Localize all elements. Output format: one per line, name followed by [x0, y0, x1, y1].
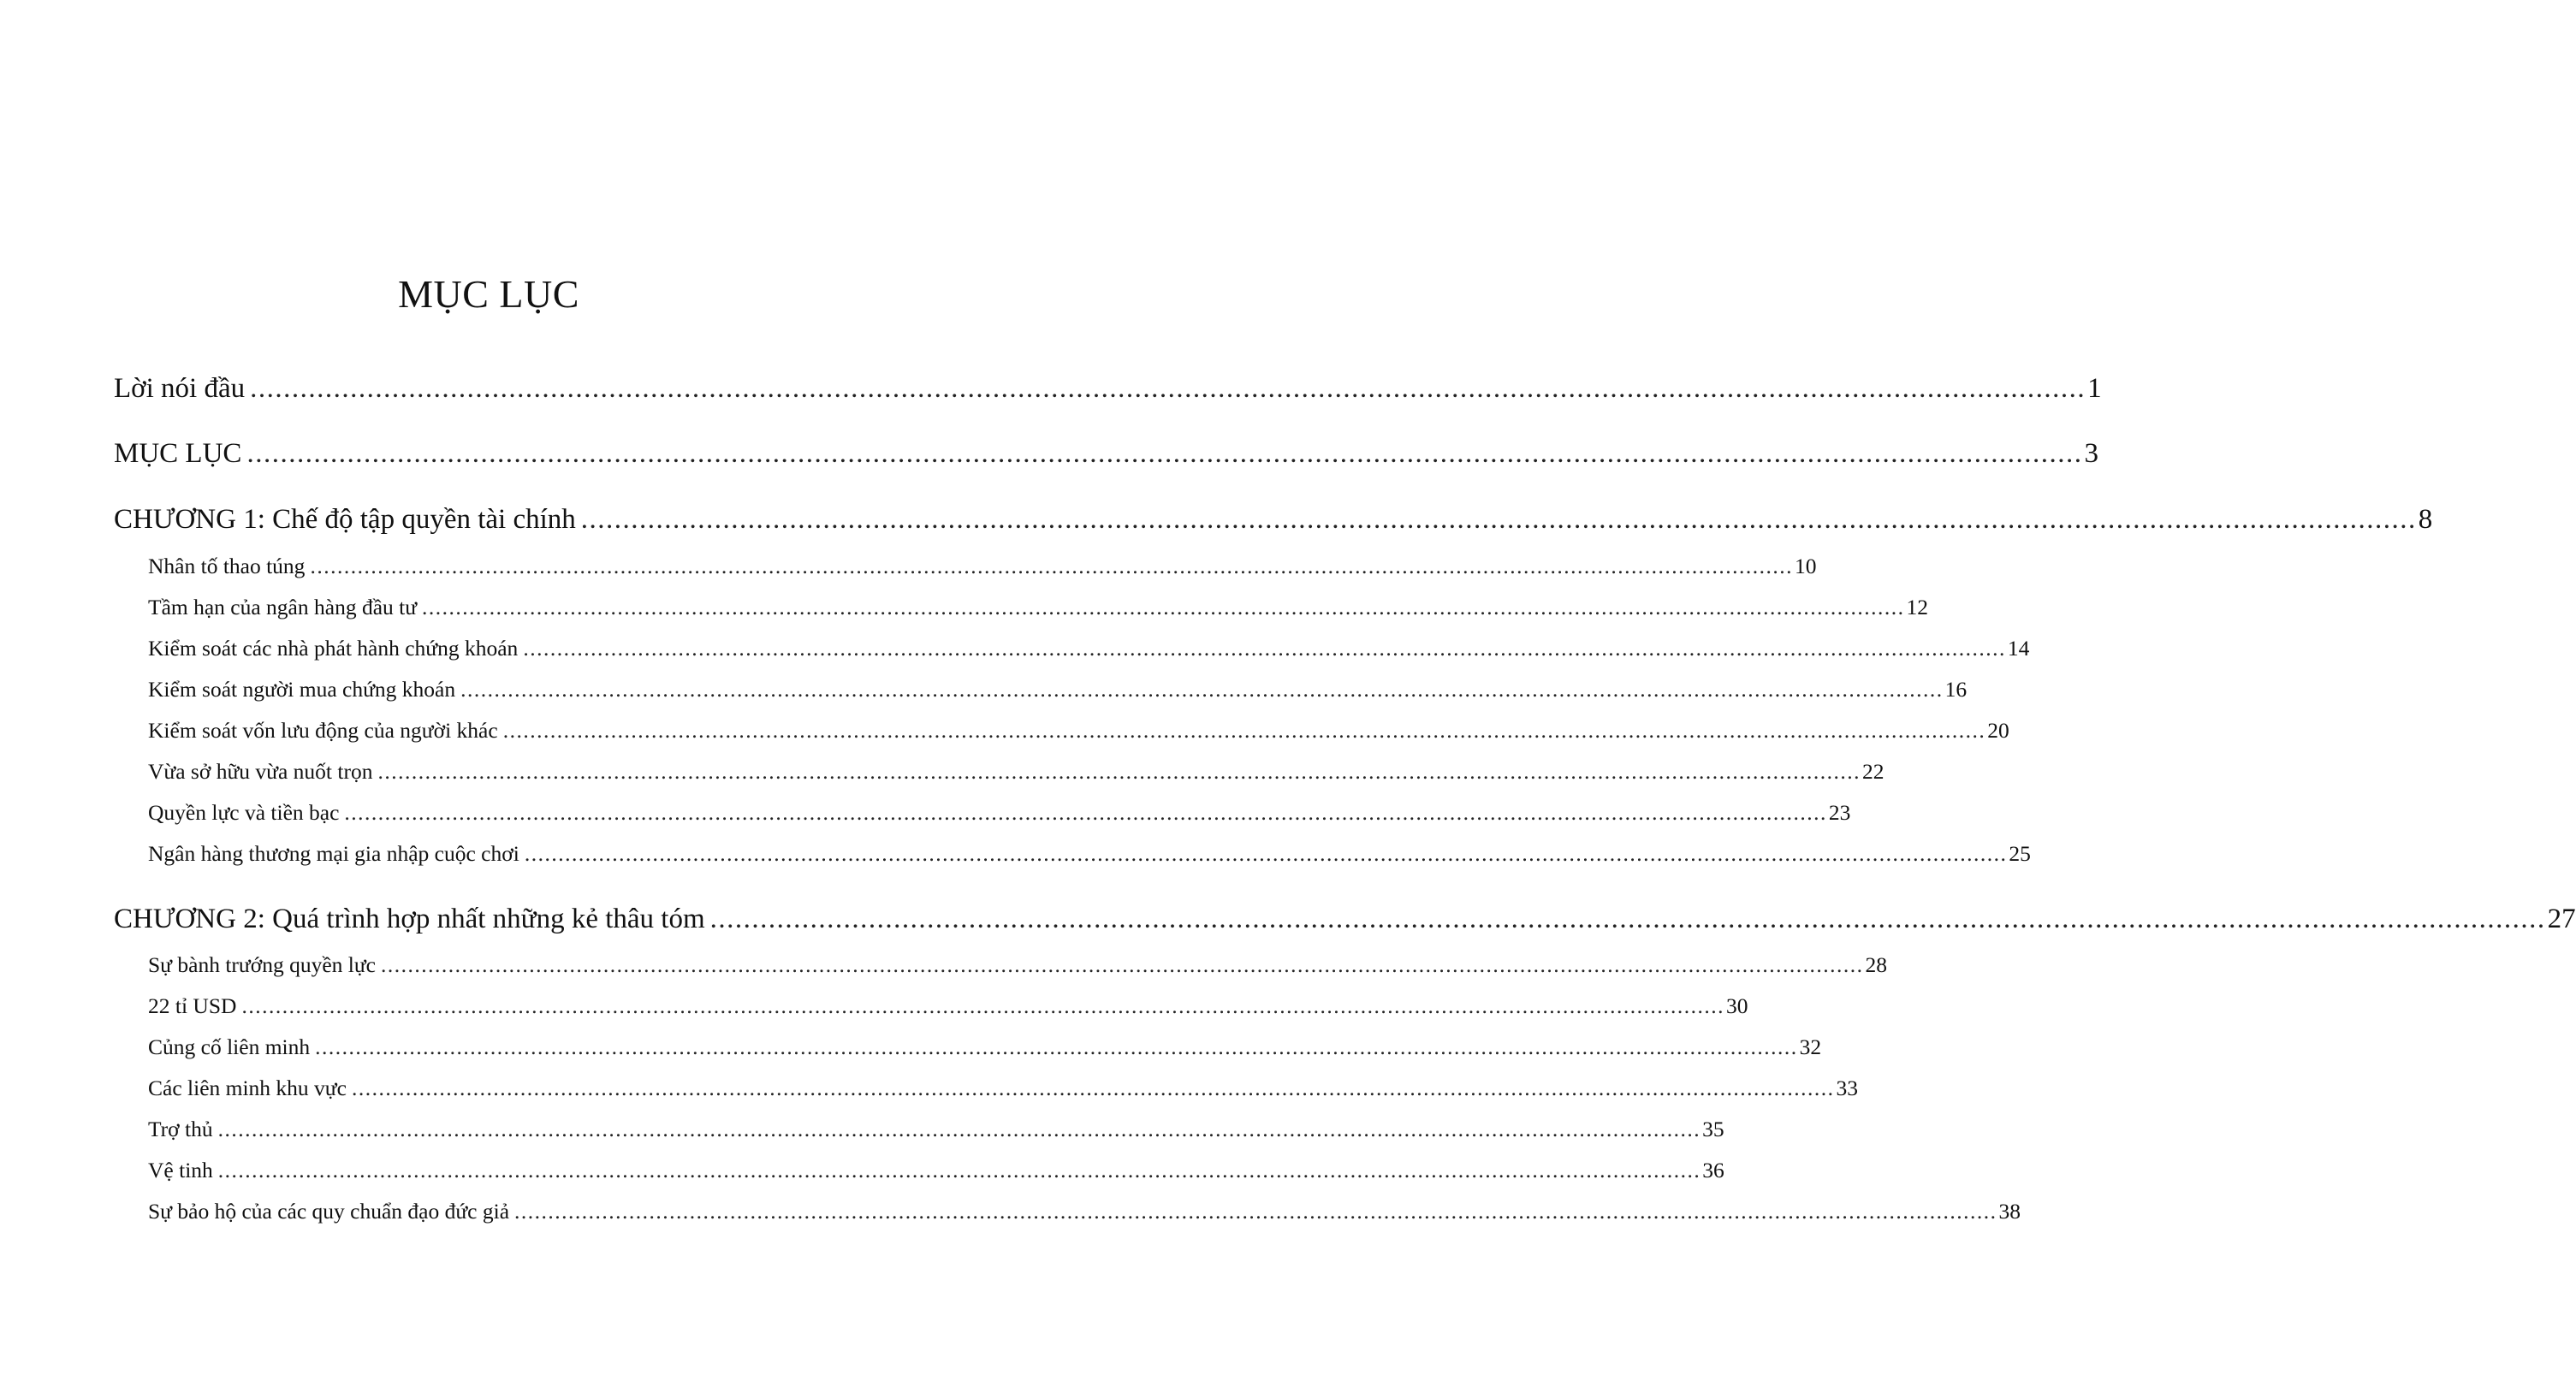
toc-entry-page: 22 — [1861, 759, 1885, 784]
toc-entry-page: 35 — [1702, 1117, 1724, 1141]
toc-leader: ............................................................................................................................................................................................................................ — [377, 759, 1861, 784]
toc-entry-title: Vệ tinh — [148, 1158, 213, 1182]
toc-entry-title: Tầm hạn của ngân hàng đầu tư — [148, 595, 418, 619]
toc-leader: ............................................................................................................................................................................................................................ — [502, 718, 1986, 743]
toc-entry-title: Củng cố liên minh — [148, 1034, 311, 1059]
toc-entry-page: 8 — [2418, 504, 2433, 535]
toc-entry-section[interactable] — [148, 675, 1968, 704]
toc-entry-title: Sự bảo hộ của các quy chuẩn đạo đức giả — [148, 1199, 510, 1224]
toc-leader: ............................................................................................................................................................................................................................ — [514, 1199, 1997, 1224]
toc-entry-section[interactable] — [148, 1197, 2021, 1226]
toc-leader: ............................................................................................................................................................................................................................ — [310, 554, 1793, 578]
toc-entry-section[interactable] — [148, 552, 1817, 581]
toc-entry-page: 32 — [1799, 1034, 1822, 1059]
toc-entry-section[interactable] — [148, 798, 1851, 827]
toc-entry-title: CHƯƠNG 1: Chế độ tập quyền tài chính — [114, 504, 576, 535]
toc-leader: ............................................................................................................................................................................................................................ — [246, 438, 2083, 469]
toc-entry-title: Ngân hàng thương mại gia nhập cuộc chơi — [148, 841, 519, 866]
toc-entry-page: 23 — [1828, 800, 1851, 825]
toc-entry-title: 22 tỉ USD — [148, 993, 237, 1018]
toc-entry-section[interactable] — [148, 1115, 1724, 1144]
toc-leader: ............................................................................................................................................................................................................................ — [250, 373, 2086, 404]
toc-entry-section[interactable] — [148, 1156, 1724, 1185]
toc-entry-title: Các liên minh khu vực — [148, 1076, 347, 1100]
toc-entry-chapter-2[interactable] — [114, 900, 2576, 938]
toc-entry-page: 1 — [2087, 373, 2102, 404]
toc-leader: ............................................................................................................................................................................................................................ — [381, 952, 1864, 977]
toc-leader: ............................................................................................................................................................................................................................ — [460, 677, 1944, 702]
toc-leader: ............................................................................................................................................................................................................................ — [580, 504, 2417, 535]
toc-entry-page: 20 — [1987, 718, 2009, 743]
toc-entry-page: 10 — [1794, 554, 1817, 578]
toc-entry-section[interactable] — [148, 992, 1748, 1021]
toc-entry-chapter-1[interactable] — [114, 501, 2433, 538]
toc-entry-title: Trợ thủ — [148, 1117, 213, 1141]
toc-entry-section[interactable] — [148, 757, 1885, 786]
toc-entry-section[interactable] — [148, 839, 2031, 868]
toc-entry-title: Vừa sở hữu vừa nuốt trọn — [148, 759, 373, 784]
toc-entry-page: 33 — [1836, 1076, 1858, 1100]
toc-leader: ............................................................................................................................................................................................................................ — [422, 595, 1905, 619]
toc-leader: ............................................................................................................................................................................................................................ — [241, 993, 1724, 1018]
toc-entry-section[interactable] — [148, 951, 1887, 980]
toc-entry-page: 14 — [2007, 636, 2030, 661]
page-title: MỤC LỤC — [398, 272, 579, 316]
toc-entry-page: 28 — [1865, 952, 1887, 977]
toc-leader: ............................................................................................................................................................................................................................ — [523, 636, 2006, 661]
toc-entry-loi-noi-dau[interactable] — [114, 370, 2102, 407]
toc-leader: ............................................................................................................................................................................................................................ — [217, 1158, 1701, 1182]
toc-leader: ............................................................................................................................................................................................................................ — [315, 1034, 1798, 1059]
toc-leader: ............................................................................................................................................................................................................................ — [217, 1117, 1701, 1141]
toc-entry-page: 36 — [1702, 1158, 1724, 1182]
toc-entry-page: 30 — [1725, 993, 1748, 1018]
toc-entry-title: Nhân tố thao túng — [148, 554, 306, 578]
toc-leader: ............................................................................................................................................................................................................................ — [709, 904, 2546, 934]
toc-entry-title: Sự bành trướng quyền lực — [148, 952, 376, 977]
toc-entry-title: Kiểm soát người mua chứng khoán — [148, 677, 456, 702]
toc-entry-page: 38 — [1998, 1199, 2021, 1224]
toc-entry-page: 3 — [2084, 438, 2098, 469]
toc-entry-page: 12 — [1906, 595, 1929, 619]
toc-leader: ............................................................................................................................................................................................................................ — [351, 1076, 1835, 1100]
toc-entry-section[interactable] — [148, 1033, 1822, 1062]
toc-entry-title: MỤC LỤC — [114, 438, 242, 469]
toc-entry-title: Kiểm soát vốn lưu động của người khác — [148, 718, 498, 743]
toc-entry-page: 27 — [2547, 904, 2576, 934]
toc-entry-section[interactable] — [148, 716, 2009, 745]
toc-leader: ............................................................................................................................................................................................................................ — [524, 841, 2008, 866]
toc-leader: ............................................................................................................................................................................................................................ — [344, 800, 1827, 825]
toc-entry-title: Quyền lực và tiền bạc — [148, 800, 340, 825]
toc-entry-muc-luc[interactable] — [114, 435, 2098, 472]
toc-entry-title: Kiểm soát các nhà phát hành chứng khoán — [148, 636, 519, 661]
toc-entry-section[interactable] — [148, 634, 2030, 663]
toc-entry-title: Lời nói đầu — [114, 373, 246, 404]
toc-entry-page: 16 — [1944, 677, 1968, 702]
toc-entry-title: CHƯƠNG 2: Quá trình hợp nhất những kẻ thâu tóm — [114, 904, 705, 934]
toc-entry-page: 25 — [2009, 841, 2031, 866]
toc-entry-section[interactable] — [148, 593, 1929, 622]
toc-entry-section[interactable] — [148, 1074, 1858, 1103]
